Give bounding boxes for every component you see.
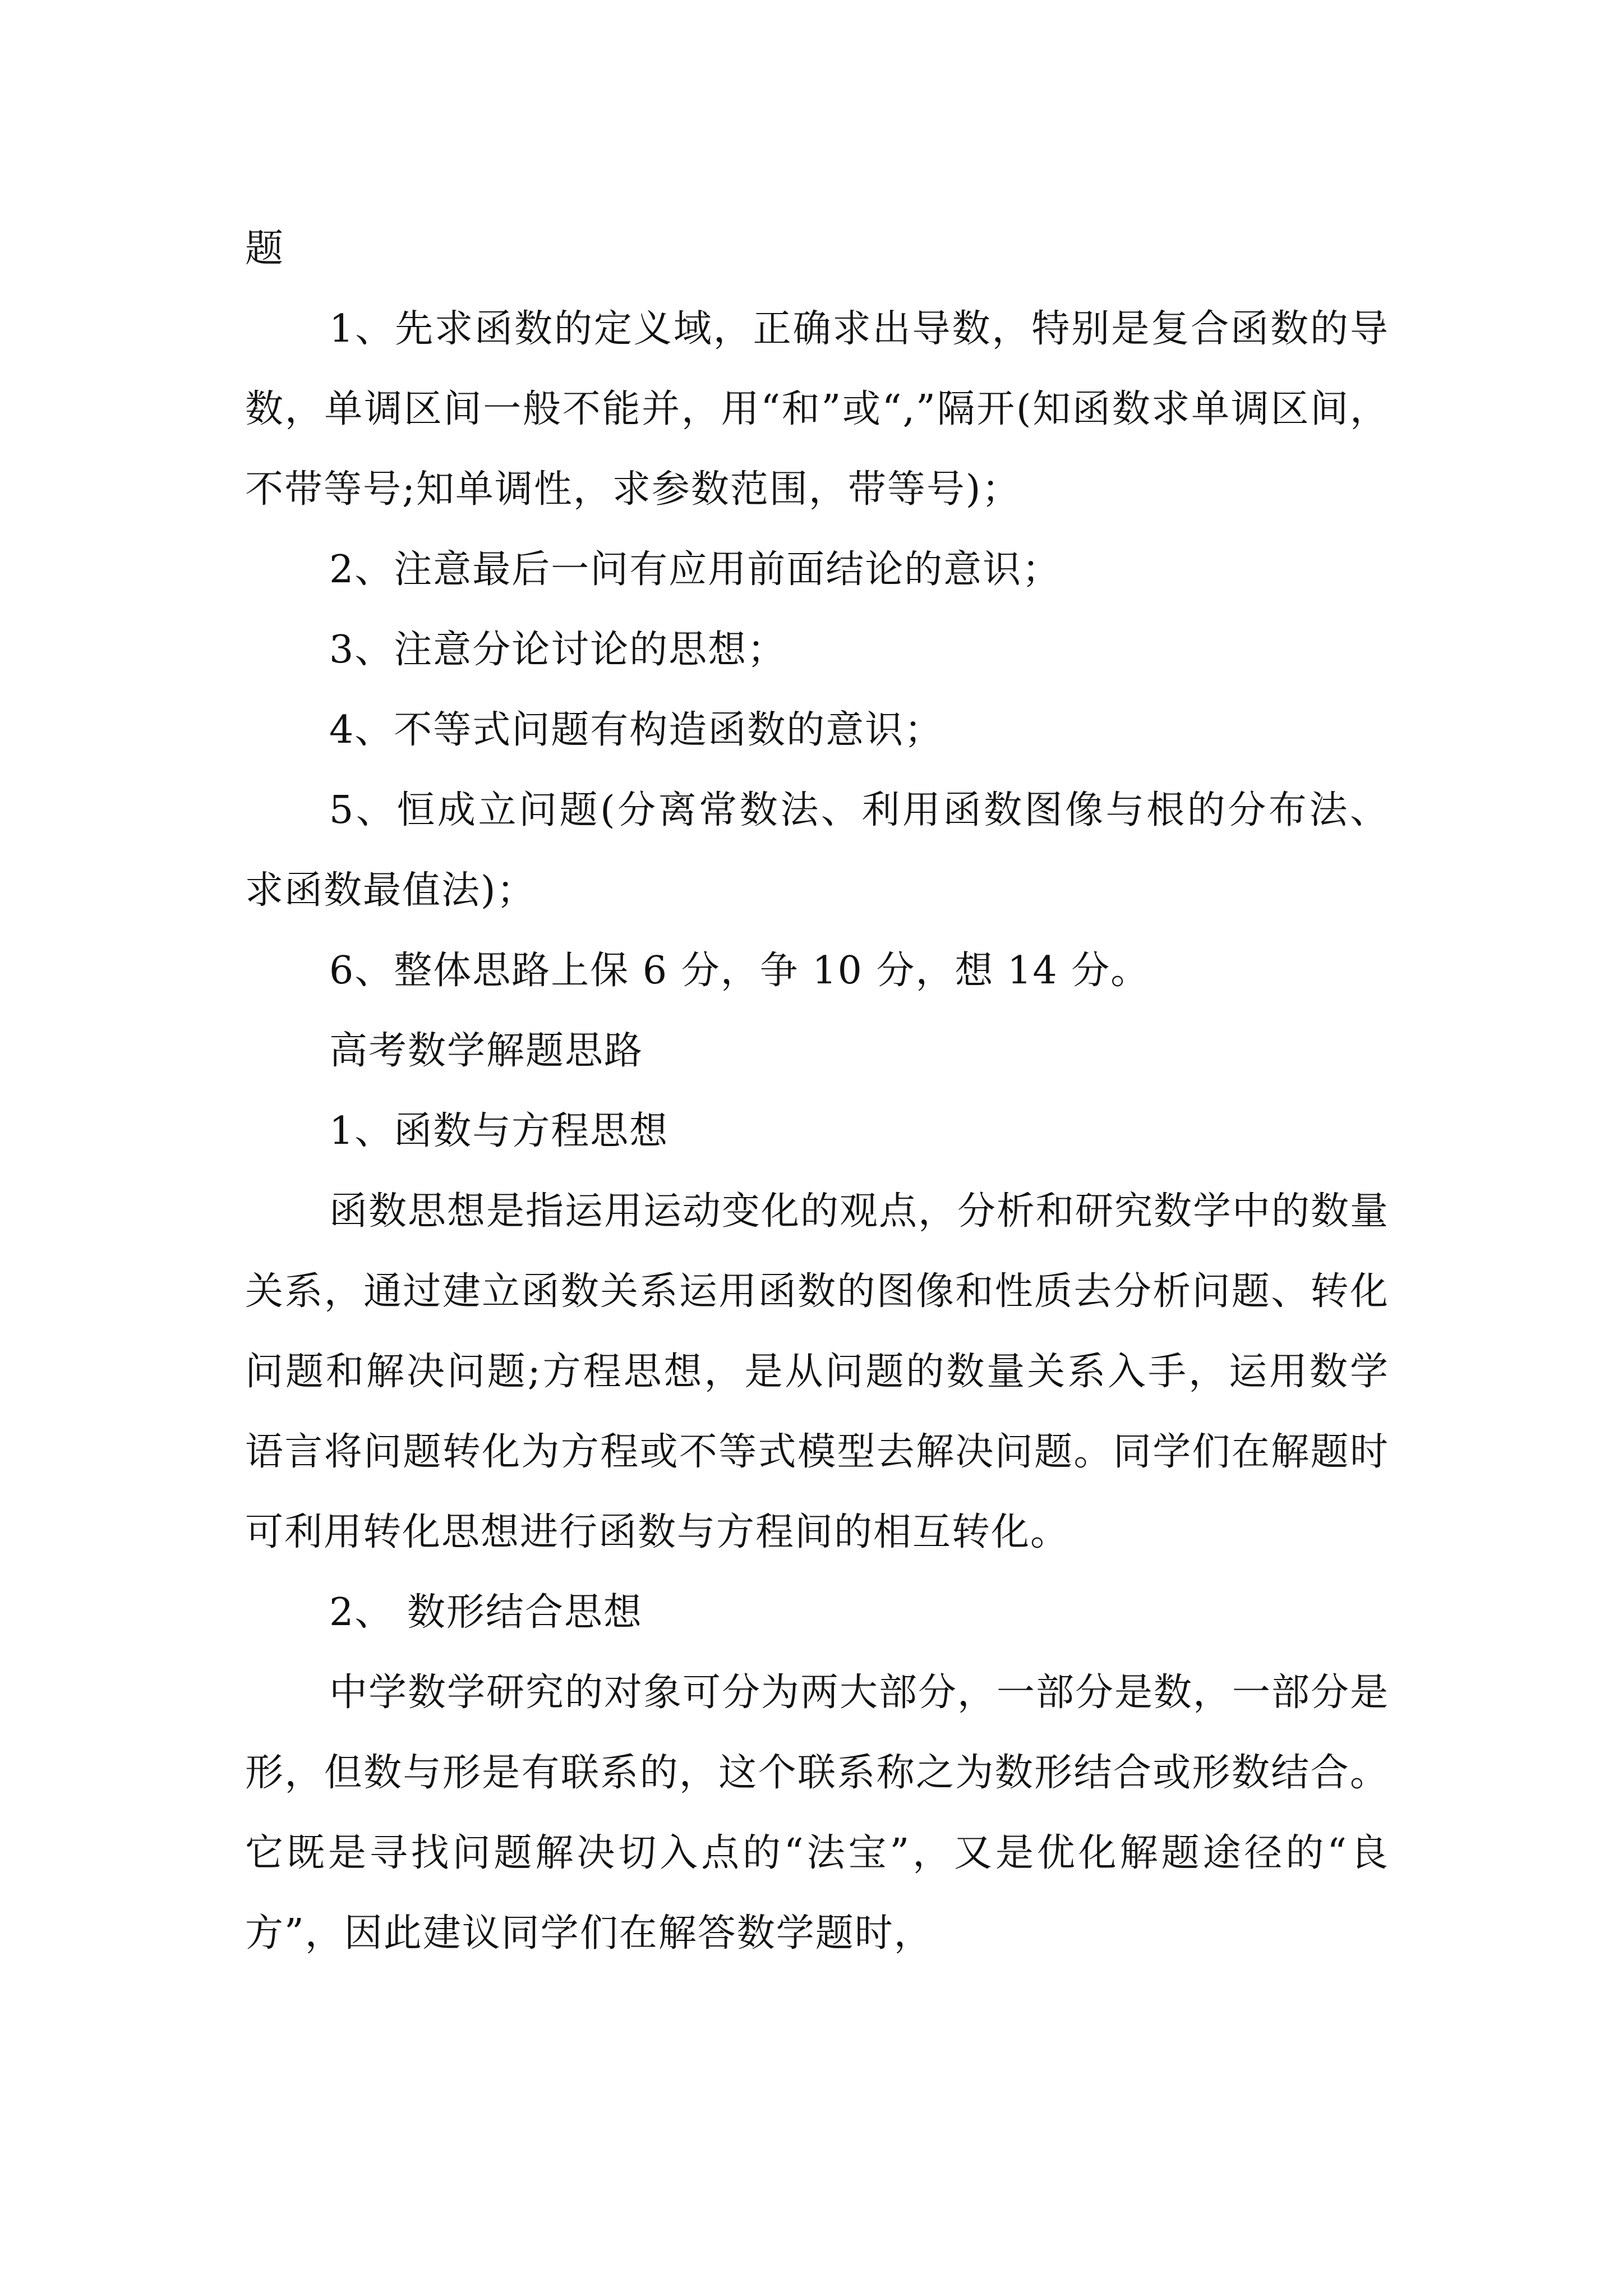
paragraph-item-2: 2、注意最后一问有应用前面结论的意识； — [329, 547, 1062, 592]
section-heading: 高考数学解题思路 — [329, 1029, 644, 1073]
subheading-function-equation: 1、函数与方程思想 — [329, 1109, 669, 1153]
paragraph-item-4: 4、不等式问题有构造函数的意识； — [329, 708, 944, 752]
subheading-number-shape: 2、 数形结合思想 — [329, 1590, 643, 1635]
paragraph-item-5: 5、恒成立问题(分离常数法、利用函数图像与根的分布法、求函数最值法)； — [245, 788, 1389, 913]
paragraph-item-1: 1、先求函数的定义域，正确求出导数，特别是复合函数的导数，单调区间一般不能并，用“和”或“,”隔开(知函数求单调区间，不带等号;知单调性，求参数范围，带等号)； — [245, 307, 1389, 512]
paragraph-item-3: 3、注意分论讨论的思想； — [329, 628, 787, 672]
paragraph-item-6: 6、整体思路上保 6 分，争 10 分，想 14 分。 — [329, 949, 1150, 993]
paragraph-number-shape: 中学数学研究的对象可分为两大部分，一部分是数，一部分是形，但数与形是有联系的，这个联系称之为数形结合或形数结合。它既是寻找问题解决切入点的“法宝”，又是优化解题途径的“良方”，因此建议同学们在解答数学题时， — [245, 1671, 1390, 1955]
document-body — [245, 209, 1389, 1973]
paragraph-function-equation: 函数思想是指运用运动变化的观点，分析和研究数学中的数量关系，通过建立函数关系运用函数的图像和性质去分析问题、转化问题和解决问题;方程思想，是从问题的数量关系入手，运用数学语言将问题转化为方程或不等式模型去解决问题。同学们在解题时可利用转化思想进行函数与方程间的相互转化。 — [245, 1189, 1390, 1554]
paragraph-continuation: 题 — [245, 227, 285, 271]
